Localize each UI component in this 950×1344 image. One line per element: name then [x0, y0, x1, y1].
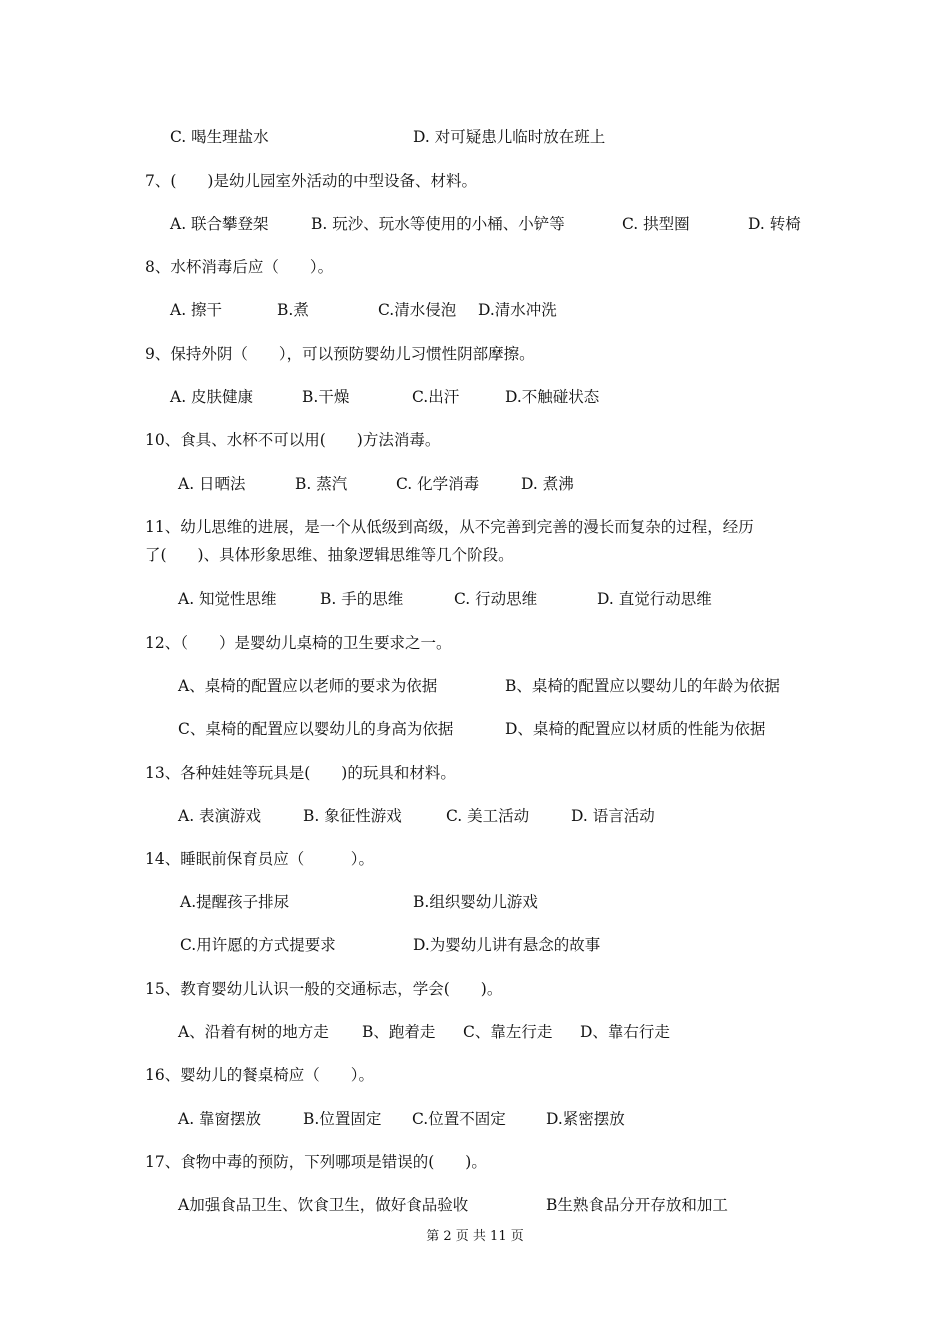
q12-option-a: A、桌椅的配置应以老师的要求为依据 [178, 677, 438, 695]
q13-option-d: D. 语言活动 [571, 807, 655, 825]
q8-option-b: B.煮 [277, 301, 309, 319]
q8-option-c: C.清水侵泡 [378, 301, 457, 319]
q10-option-c: C. 化学消毒 [396, 475, 480, 493]
q9-option-d: D.不触碰状态 [505, 388, 600, 406]
question-13-stem: 13、各种娃娃等玩具是( )的玩具和材料。 [145, 764, 456, 782]
page-number-footer: 第 2 页 共 11 页 [426, 1229, 524, 1244]
question-11-stem: 11、幼儿思维的进展，是一个从低级到高级，从不完善到完善的漫长而复杂的过程，经历 [145, 518, 754, 536]
question-17-stem: 17、食物中毒的预防，下列哪项是错误的( )。 [145, 1153, 487, 1171]
q11-option-b: B. 手的思维 [320, 590, 404, 608]
q10-option-d: D. 煮沸 [521, 475, 574, 493]
question-9-stem: 9、保持外阴（ ），可以预防婴幼儿习惯性阴部摩擦。 [145, 345, 535, 363]
q15-option-a: A、沿着有树的地方走 [178, 1023, 329, 1041]
q9-option-c: C.出汗 [412, 388, 460, 406]
question-11-stem-continued: 了( )、具体形象思维、抽象逻辑思维等几个阶段。 [145, 546, 514, 564]
question-15-stem: 15、教育婴幼儿认识一般的交通标志，学会( )。 [145, 980, 503, 998]
q6-option-c: C. 喝生理盐水 [170, 128, 269, 146]
q11-option-a: A. 知觉性思维 [178, 590, 277, 608]
q12-option-b: B、桌椅的配置应以婴幼儿的年龄为依据 [505, 677, 780, 695]
q12-option-c: C、桌椅的配置应以婴幼儿的身高为依据 [178, 720, 454, 738]
q7-option-d: D. 转椅 [748, 215, 801, 233]
q11-option-c: C. 行动思维 [454, 590, 538, 608]
q16-option-d: D.紧密摆放 [546, 1110, 625, 1128]
q13-option-c: C. 美工活动 [446, 807, 530, 825]
q15-option-b: B、跑着走 [362, 1023, 436, 1041]
q8-option-d: D.清水冲洗 [478, 301, 557, 319]
q16-option-b: B.位置固定 [303, 1110, 382, 1128]
q10-option-a: A. 日晒法 [178, 475, 246, 493]
q16-option-c: C.位置不固定 [412, 1110, 506, 1128]
q13-option-b: B. 象征性游戏 [303, 807, 402, 825]
q13-option-a: A. 表演游戏 [178, 807, 262, 825]
q17-option-a: A加强食品卫生、饮食卫生，做好食品验收 [178, 1196, 469, 1214]
question-10-stem: 10、食具、水杯不可以用( )方法消毒。 [145, 431, 441, 449]
q14-option-b: B.组织婴幼儿游戏 [413, 893, 538, 911]
q12-option-d: D、桌椅的配置应以材质的性能为依据 [505, 720, 766, 738]
question-16-stem: 16、婴幼儿的餐桌椅应（ ）。 [145, 1066, 374, 1084]
q14-option-c: C.用许愿的方式提要求 [180, 936, 336, 954]
q7-option-b: B. 玩沙、玩水等使用的小桶、小铲等 [311, 215, 565, 233]
q7-option-c: C. 拱型圈 [622, 215, 690, 233]
q9-option-a: A. 皮肤健康 [170, 388, 254, 406]
q15-option-c: C、靠左行走 [463, 1023, 553, 1041]
q10-option-b: B. 蒸汽 [295, 475, 348, 493]
question-12-stem: 12、（ ）是婴幼儿桌椅的卫生要求之一。 [145, 634, 452, 652]
q7-option-a: A. 联合攀登架 [170, 215, 269, 233]
q6-option-d: D. 对可疑患儿临时放在班上 [413, 128, 606, 146]
question-14-stem: 14、睡眠前保育员应（ ）。 [145, 850, 374, 868]
q14-option-d: D.为婴幼儿讲有悬念的故事 [413, 936, 601, 954]
question-7-stem: 7、( )是幼儿园室外活动的中型设备、材料。 [145, 172, 477, 190]
q16-option-a: A. 靠窗摆放 [178, 1110, 262, 1128]
q9-option-b: B.干燥 [302, 388, 350, 406]
q8-option-a: A. 擦干 [170, 301, 223, 319]
q14-option-a: A.提醒孩子排尿 [180, 893, 290, 911]
q15-option-d: D、靠右行走 [580, 1023, 670, 1041]
q11-option-d: D. 直觉行动思维 [597, 590, 712, 608]
question-8-stem: 8、水杯消毒后应（ ）。 [145, 258, 334, 276]
q17-option-b: B生熟食品分开存放和加工 [546, 1196, 728, 1214]
